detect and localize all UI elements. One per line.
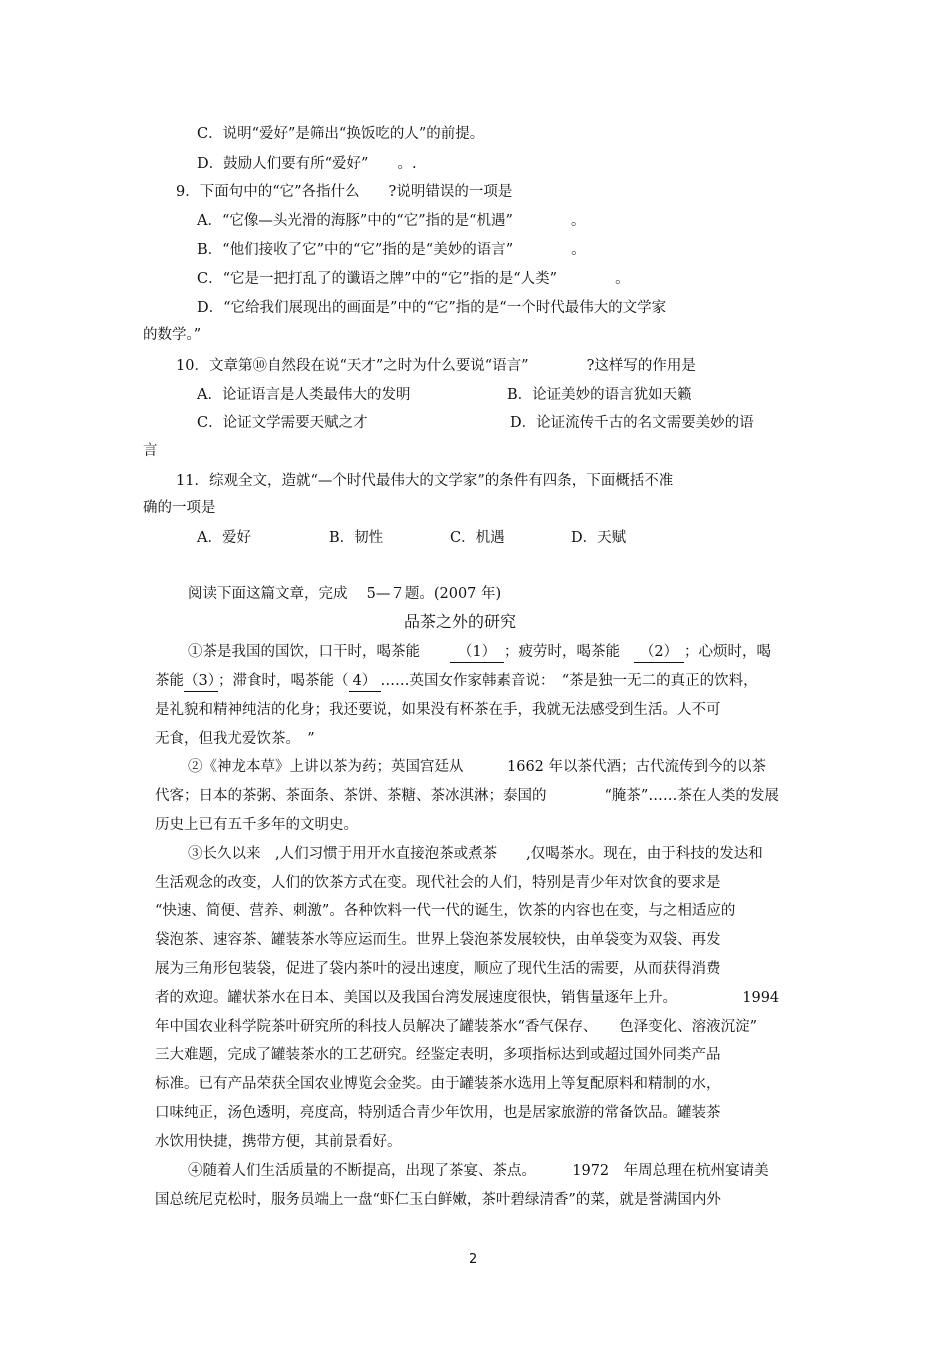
answer-blank-1: （1） [450,642,504,663]
q10-option-d: D．论证流传千古的名文需要美妙的语 [510,415,754,431]
q11-option-c: C．机遇 [450,530,505,546]
para1-text-c: ；心烦时，喝 [684,644,771,660]
q10-option-d-cont: 言 [143,443,158,459]
para3-line2: 生活观念的改变，人们的饮茶方式在变。现代社会的人们，特别是青少年对饮食的要求是 [155,875,721,891]
q11-option-a: A．爱好 [197,530,251,546]
q10-option-b: B．论证美妙的语言犹如天籁 [507,387,692,403]
para3-line9: 标准。已有产品荣获全国农业博览会金奖。由于罐装茶水选用上等复配原料和精制的水， [155,1076,721,1092]
q8-option-c: C．说明“爱好”是筛出“换饭吃的人”的前提。 [197,126,485,142]
para4-line1: ④随着人们生活质量的不断提高，出现了茶宴、茶点。 1972 年周总理在杭州宴请美 [188,1163,769,1179]
para1-line4: 无食，但我尤爱饮茶。 ” [155,731,315,747]
q10-stem: 10．文章第⑩自然段在说“天才”之时为什么要说“语言” ?这样写的作用是 [176,358,696,374]
q11-option-d: D．天赋 [571,530,627,546]
para1-text-e: ；滞食时，喝茶能（ [218,673,349,689]
para3-line11: 水饮用快捷，携带方便，其前景看好。 [155,1134,402,1150]
q11-option-b: B．韧性 [329,530,384,546]
para3-line8: 三大难题，完成了罐装茶水的工艺研究。经鉴定表明，多项指标达到或超过国外同类产品 [155,1047,721,1063]
para1-line3: 是礼貌和精神纯洁的化身；我还要说，如果没有杯茶在手，我就无法感受到生活。人不可 [155,702,721,718]
q9-stem: 9．下面句中的“它”各指什么 ?说明错误的一项是 [176,184,513,200]
answer-blank-4: 4） [349,671,381,692]
para3-line6: 者的欢迎。罐状茶水在日本、美国以及我国台湾发展速度很快，销售量逐年上升。 1994 [155,990,780,1006]
para1-line2 [155,671,758,692]
q9-option-c: C．“它是一把打乱了的谶语之牌”中的“它”指的是“人类” 。 [197,271,630,287]
para1-text-d: 茶能 [155,673,184,689]
q11-stem: 11．综观全文，造就“—个时代最伟大的文学家”的条件有四条，下面概括不准 [176,473,674,489]
para4-line2: 国总统尼克松时，服务员端上一盘“虾仁玉白鲜嫩，茶叶碧绿清香”的菜，就是誉满国内外 [155,1192,721,1208]
reading-instruction: 阅读下面这篇文章，完成 5—７题。(2007 年) [188,586,502,602]
q9-option-d: D．“它给我们展现出的画面是”中的“它”指的是“一个时代最伟大的文学家 [197,300,667,316]
answer-blank-3: （3） [184,671,218,692]
para2-line1: ②《神龙本草》上讲以茶为药；英国宫廷从 1662 年以茶代酒；古代流传到今的以茶 [188,759,767,775]
para3-line1: ③长久以来 ,人们习惯于用开水直接泡茶或煮茶 ,仅喝茶水。现在，由于科技的发达和 [188,846,763,862]
q8-option-d: D．鼓励人们要有所“爱好” 。. [197,156,417,172]
answer-blank-2: （2） [634,642,684,663]
para2-line3: 历史上已有五千多年的文明史。 [155,817,358,833]
para1-text-b: ；疲劳时，喝茶能 [504,644,620,660]
para1-text-a: ①茶是我国的国饮，口干时，喝茶能 [188,644,420,660]
para3-line10: 口味纯正，汤色透明，亮度高，特别适合青少年饮用，也是居家旅游的常备饮品。罐装茶 [155,1105,721,1121]
q9-option-a: A．“它像—头光滑的海豚”中的“它”指的是“机遇” 。 [197,213,586,229]
para3-line7: 年中国农业科学院茶叶研究所的科技人员解决了罐装茶水“香气保存、 色泽变化、溶液沉淀” [155,1019,758,1035]
q9-option-d-cont: 的数学。” [143,327,202,343]
para3-line3: “快速、简便、营养、刺激”。各种饮料一代一代的诞生，饮茶的内容也在变，与之相适应的 [155,903,736,919]
para2-line2: 代客；日本的茶粥、茶面条、茶饼、茶糖、茶冰淇淋；泰国的 “腌茶”……茶在人类的发展 [155,788,779,804]
q11-stem-cont: 确的一项是 [143,500,216,516]
q10-option-c: C．论证文学需要天赋之才 [197,415,368,431]
q9-option-b: B．“他们接收了它”中的“它”指的是“美妙的语言” 。 [197,242,586,258]
para3-line4: 袋泡茶、速容茶、罐装茶水等应运而生。世界上袋泡茶发展较快，由单袋变为双袋、再发 [155,932,721,948]
para1-line1 [188,642,771,663]
para3-line5: 展为三角形包装袋，促进了袋内茶叶的浸出速度，顺应了现代生活的需要，从而获得消费 [155,961,721,977]
q10-option-a: A．论证语言是人类最伟大的发明 [197,387,411,403]
article-title: 品茶之外的研究 [404,612,517,631]
para1-text-f: ……英国女作家韩素音说： “茶是独一无二的真正的饮料， [380,673,758,689]
page-number: 2 [469,1252,478,1267]
